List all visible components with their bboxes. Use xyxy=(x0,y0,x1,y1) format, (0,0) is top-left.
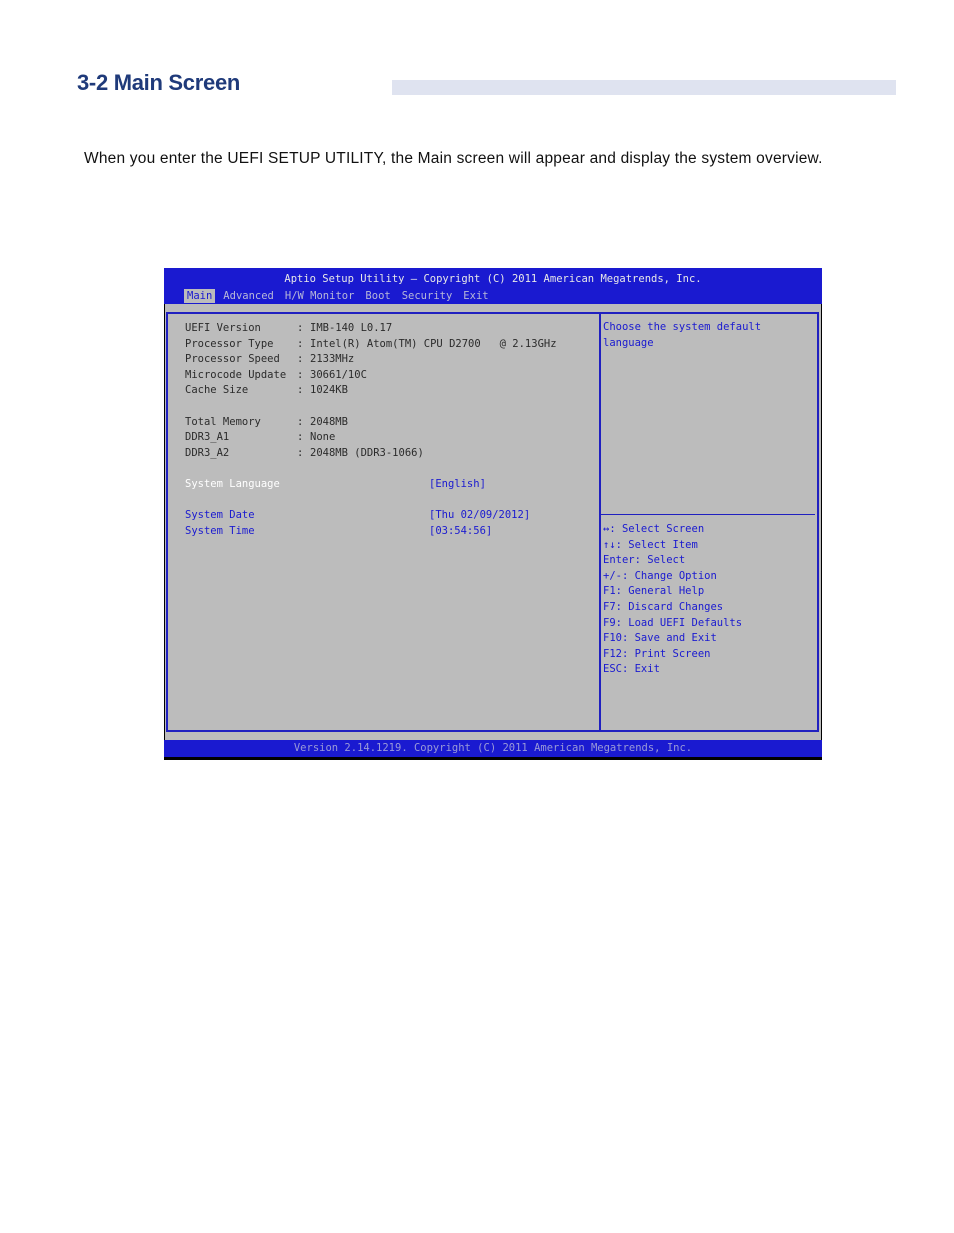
key-hint: Enter: Select xyxy=(603,554,686,567)
help-panel xyxy=(599,312,819,732)
bios-title: Aptio Setup Utility – Copyright (C) 2011 American Megatrends, Inc. xyxy=(284,273,702,285)
tab-main[interactable]: Main xyxy=(184,289,215,303)
bios-header xyxy=(164,268,822,304)
info-row-ddr3-a1: DDR3_A1 : None xyxy=(185,431,336,443)
info-value: Intel(R) Atom(TM) CPU D2700 @ 2.13GHz xyxy=(310,338,557,350)
key-hint: F12: Print Screen xyxy=(603,647,711,660)
key-legend xyxy=(603,522,742,678)
intro-paragraph: When you enter the UEFI SETUP UTILITY, the Main screen will appear and display the system overview. xyxy=(84,150,823,167)
tab-advanced[interactable]: Advanced xyxy=(223,290,274,302)
system-time-value[interactable]: [03:54:56] xyxy=(429,525,493,537)
info-value: IMB-140 L0.17 xyxy=(310,322,393,334)
info-label: Processor Type xyxy=(185,338,274,350)
info-value: 2048MB xyxy=(310,416,348,428)
tab-exit[interactable]: Exit xyxy=(463,290,489,302)
info-label: DDR3_A2 xyxy=(185,447,230,459)
key-hint: ESC: Exit xyxy=(603,663,660,676)
info-row-cache-size: Cache Size : 1024KB xyxy=(185,384,348,396)
info-value: 2133MHz xyxy=(310,353,355,365)
info-row-total-memory: Total Memory : 2048MB xyxy=(185,416,348,428)
info-label: UEFI Version xyxy=(185,322,261,334)
bios-screenshot xyxy=(164,268,822,760)
info-row-microcode-update: Microcode Update : 30661/10C xyxy=(185,369,367,381)
menu-item-system-time[interactable]: System Time xyxy=(185,525,255,537)
key-hint: +/-: Change Option xyxy=(603,569,717,582)
menu-item-system-language[interactable]: System Language xyxy=(185,478,280,490)
title-bar-decoration xyxy=(392,80,896,95)
key-hint: F1: General Help xyxy=(603,585,705,598)
info-value: 30661/10C xyxy=(310,369,367,381)
info-label: Total Memory xyxy=(185,416,261,428)
info-value: 1024KB xyxy=(310,384,348,396)
key-hint: ↑↓: Select Item xyxy=(603,538,698,551)
key-hint: ↔: Select Screen xyxy=(603,523,705,535)
info-label: Processor Speed xyxy=(185,353,280,365)
info-row-processor-speed: Processor Speed : 2133MHz xyxy=(185,353,355,365)
tab-hw-monitor[interactable]: H/W Monitor xyxy=(284,290,355,302)
key-hint: F10: Save and Exit xyxy=(603,632,717,645)
info-value: None xyxy=(310,431,336,443)
help-text: Choose the system default language xyxy=(603,321,762,349)
system-language-value[interactable]: [English] xyxy=(429,478,486,490)
help-divider xyxy=(601,514,815,515)
bios-footer: Version 2.14.1219. Copyright (C) 2011 American Megatrends, Inc. xyxy=(164,740,822,757)
key-hint: F9: Load UEFI Defaults xyxy=(603,616,743,629)
menu-item-system-date[interactable]: System Date xyxy=(185,509,255,521)
info-label: DDR3_A1 xyxy=(185,431,230,443)
tab-security[interactable]: Security xyxy=(401,290,453,302)
info-label: Cache Size xyxy=(185,384,249,396)
tab-boot[interactable]: Boot xyxy=(365,290,391,302)
info-row-uefi-version: UEFI Version : IMB-140 L0.17 xyxy=(185,322,393,334)
key-hint: F7: Discard Changes xyxy=(603,600,724,613)
section-title: 3-2 Main Screen xyxy=(77,70,241,95)
info-label: Microcode Update xyxy=(185,369,287,381)
bios-tab-bar xyxy=(184,289,497,303)
info-value: 2048MB (DDR3-1066) xyxy=(310,447,424,459)
info-row-ddr3-a2: DDR3_A2 : 2048MB (DDR3-1066) xyxy=(185,447,424,459)
main-panel xyxy=(166,312,599,732)
bios-body xyxy=(165,304,821,740)
info-row-processor-type: Processor Type : Intel(R) Atom(TM) CPU D2700 @ 2.13GHz xyxy=(185,338,557,350)
system-date-value[interactable]: [Thu 02/09/2012] xyxy=(429,509,531,521)
